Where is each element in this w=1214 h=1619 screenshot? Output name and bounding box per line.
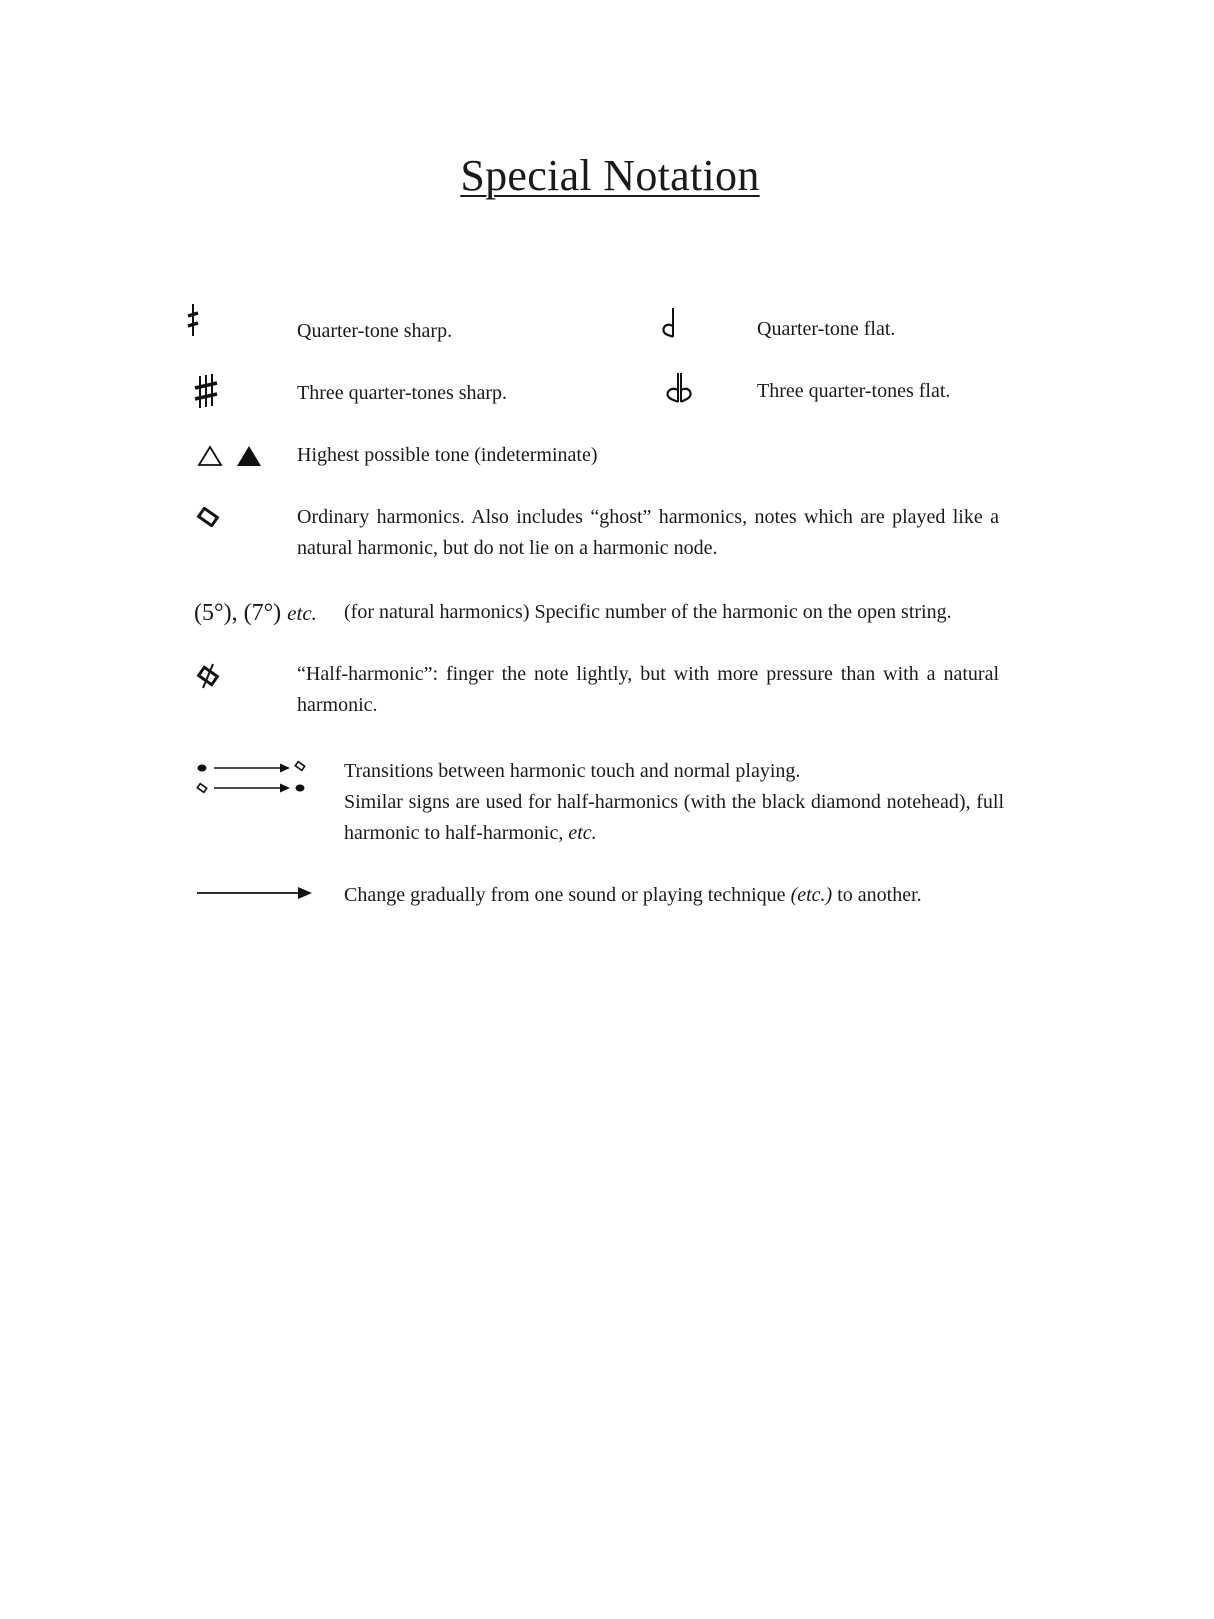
quarter-tone-flat-text: Quarter-tone flat. — [757, 318, 896, 340]
transitions-line-2 — [344, 787, 1004, 849]
half-harmonic-text: “Half-harmonic”: finger the note lightly, but with more pressure than with a natural harmonic. — [297, 663, 999, 716]
three-quarter-tones-flat-icon — [665, 372, 693, 404]
diamond-notehead-icon — [196, 507, 220, 527]
transitions-line-2-text: Similar signs are used for half-harmonics (with the black diamond notehead), full harmonic to half-harmonic, — [344, 791, 1004, 844]
highest-tone-text: Highest possible tone (indeterminate) — [297, 444, 598, 466]
page-title: Special Notation — [460, 151, 760, 200]
transitions-text — [344, 756, 1004, 849]
arrow-right-icon — [196, 885, 314, 901]
three-quarter-tones-flat-text: Three quarter-tones flat. — [757, 380, 951, 402]
filled-triangle-icon — [236, 445, 262, 467]
harmonic-number-values: (5°), (7°) — [194, 600, 288, 626]
three-quarter-tones-sharp-text: Three quarter-tones sharp. — [297, 382, 508, 404]
gradual-change-text-after: to another. — [832, 884, 922, 906]
ordinary-harmonics-text: Ordinary harmonics. Also includes “ghost” harmonics, notes which are played like a natural harmonic, but do not lie on a harmonic node. — [297, 506, 999, 559]
harmonic-number-text: (for natural harmonics) Specific number of the harmonic on the open string. — [344, 601, 952, 623]
half-harmonic-icon — [196, 663, 220, 689]
three-quarter-tones-sharp-icon — [194, 374, 218, 410]
transitions-etc: etc. — [568, 822, 597, 844]
quarter-tone-sharp-text: Quarter-tone sharp. — [297, 320, 453, 342]
transitions-line-1: Transitions between harmonic touch and normal playing. — [344, 760, 801, 782]
harmonic-transition-arrows-icon — [196, 760, 308, 796]
open-triangle-icon — [197, 445, 223, 467]
gradual-change-text-before: Change gradually from one sound or playing technique — [344, 884, 791, 906]
harmonic-number-label — [194, 598, 317, 628]
gradual-change-etc: (etc.) — [790, 884, 833, 906]
harmonic-number-etc: etc. — [287, 601, 317, 625]
quarter-tone-flat-icon — [661, 307, 677, 339]
gradual-change-text — [344, 880, 922, 911]
quarter-tone-sharp-icon — [186, 303, 200, 337]
